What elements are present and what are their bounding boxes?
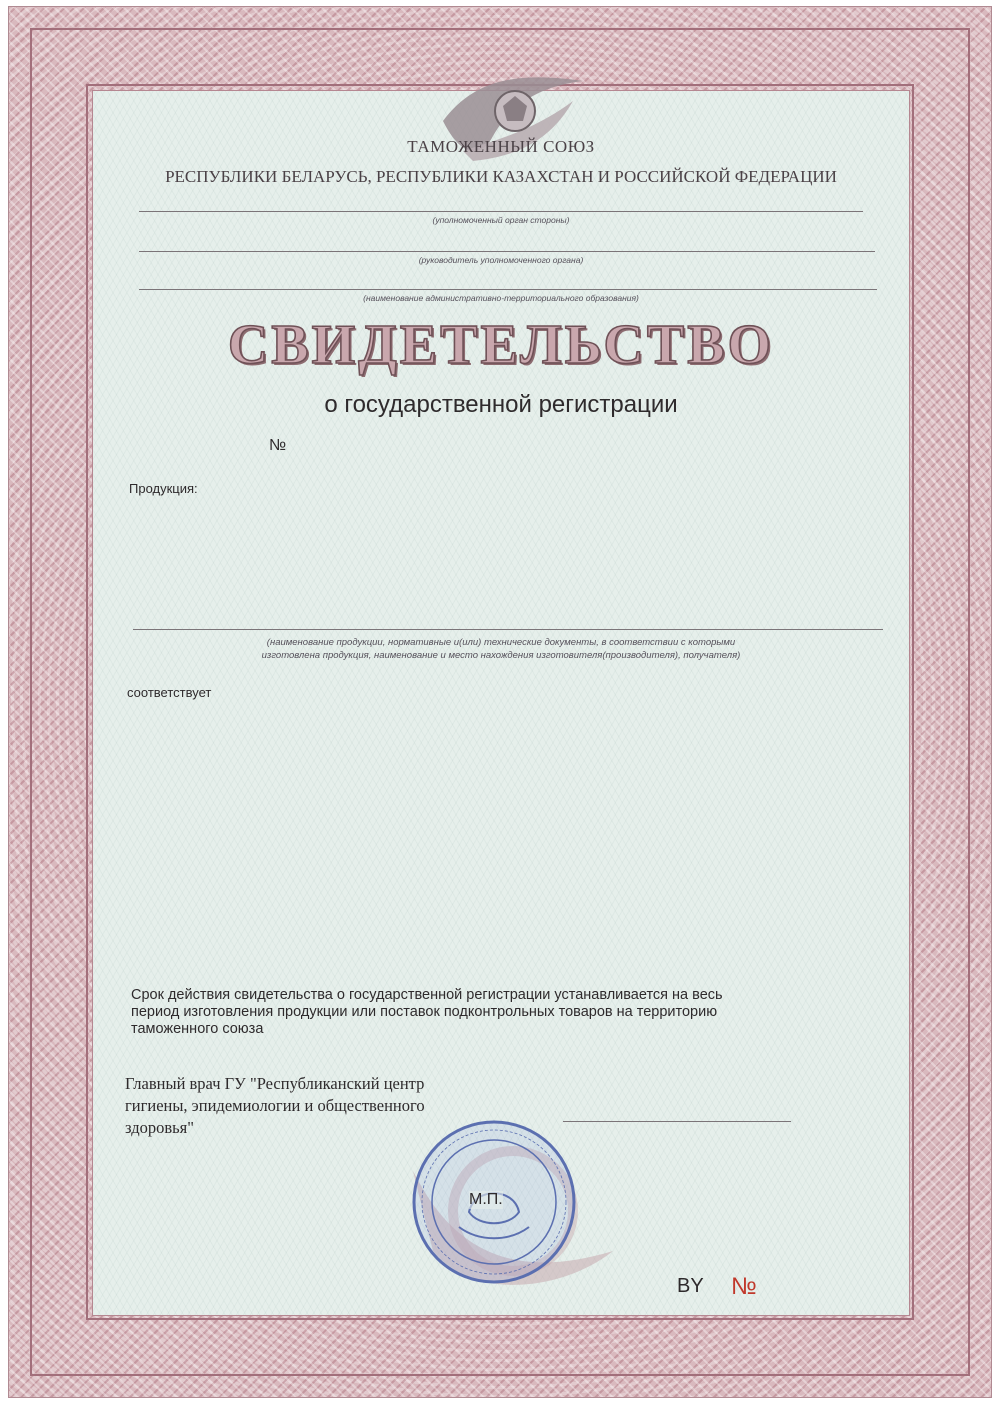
customs-union-emblem-icon [433, 61, 593, 181]
authority-caption: (уполномоченный орган стороны) [432, 215, 570, 225]
registration-number-label: № [731, 1273, 757, 1300]
stamp-label: М.П. [469, 1191, 503, 1208]
document-subtitle: о государственной регистрации [324, 391, 678, 418]
validity-line-3: таможенного союза [131, 1021, 264, 1037]
head-line [139, 251, 875, 252]
product-caption-1: (наименование продукции, нормативные и(или) технические документы, в соответствии с которыми [266, 637, 736, 648]
region-line [139, 289, 877, 290]
certificate-page [8, 6, 992, 1398]
product-line [133, 629, 883, 630]
validity-line-1: Срок действия свидетельства о государственной регистрации устанавливается на весь [131, 987, 723, 1003]
region-caption: (наименование административно-территориального образования) [363, 293, 639, 303]
head-caption: (руководитель уполномоченного органа) [418, 255, 584, 265]
registration-prefix: BY [677, 1275, 704, 1297]
signer-line-3: здоровья" [125, 1118, 195, 1137]
certificate-body [92, 90, 910, 1316]
product-label: Продукция: [129, 481, 198, 496]
authority-line [139, 211, 863, 212]
union-title: ТАМОЖЕННЫЙ СОЮЗ [407, 137, 595, 156]
product-caption-2: изготовлена продукция, наименование и место нахождения изготовителя(производителя), получателя) [261, 650, 741, 661]
document-title: СВИДЕТЕЛЬСТВО [227, 314, 775, 376]
certificate-number-label: № [269, 437, 287, 454]
validity-line-2: период изготовления продукции или поставок подконтрольных товаров на территорию [131, 1004, 718, 1020]
signature-line [563, 1121, 791, 1122]
signer-line-2: гигиены, эпидемиологии и общественного [125, 1096, 425, 1115]
conforms-label: соответствует [127, 685, 212, 700]
validity-text [131, 987, 831, 1038]
union-subtitle: РЕСПУБЛИКИ БЕЛАРУСЬ, РЕСПУБЛИКИ КАЗАХСТАН И РОССИЙСКОЙ ФЕДЕРАЦИИ [165, 167, 837, 186]
signer-line-1: Главный врач ГУ "Республиканский центр [125, 1074, 425, 1093]
